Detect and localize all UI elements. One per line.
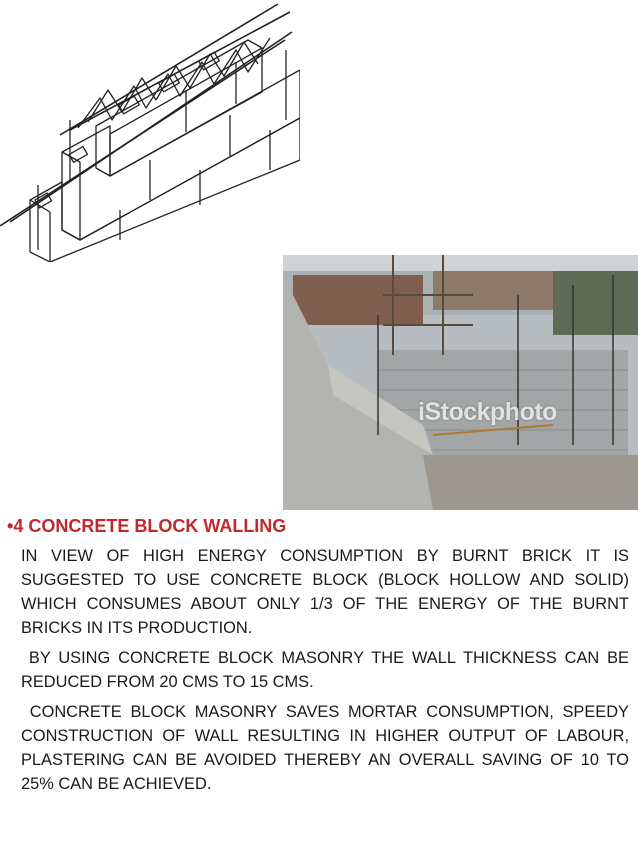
bullet-text: CONCRETE BLOCK MASONRY SAVES MORTAR CONSUMPTION, SPEEDY CONSTRUCTION OF WALL RESULTING IN HIGHER OUTPUT OF LABOUR, PLASTERING CAN BE AVOIDED THEREBY AN OVERALL SAVING OF 10 TO 25% CAN BE ACHIEVED. [21,703,629,793]
bullet-marker [7,646,21,670]
construction-photo [283,255,638,510]
bullet-marker [7,700,21,724]
bullet-marker [7,544,21,568]
slide-text [7,514,629,802]
heading-bullet: • [7,516,14,536]
bullet-item [7,544,629,640]
block-wall-drawing [0,0,300,262]
istockphoto-watermark: iStockphoto [418,398,557,426]
bullet-item [7,646,629,694]
heading-text: 4 CONCRETE BLOCK WALLING [13,516,287,536]
bullet-item [7,700,629,796]
section-heading [7,514,629,538]
bullet-text: IN VIEW OF HIGH ENERGY CONSUMPTION BY BURNT BRICK IT IS SUGGESTED TO USE CONCRETE BLOCK (BLOCK HOLLOW AND SOLID) WHICH CONSUMES ABOUT ONLY 1/3 OF THE ENERGY OF THE BURNT BRICKS IN ITS PRODUCTION. [21,547,629,637]
bullet-text: BY USING CONCRETE BLOCK MASONRY THE WALL THICKNESS CAN BE REDUCED FROM 20 CMS TO 15 CMS. [21,649,629,691]
